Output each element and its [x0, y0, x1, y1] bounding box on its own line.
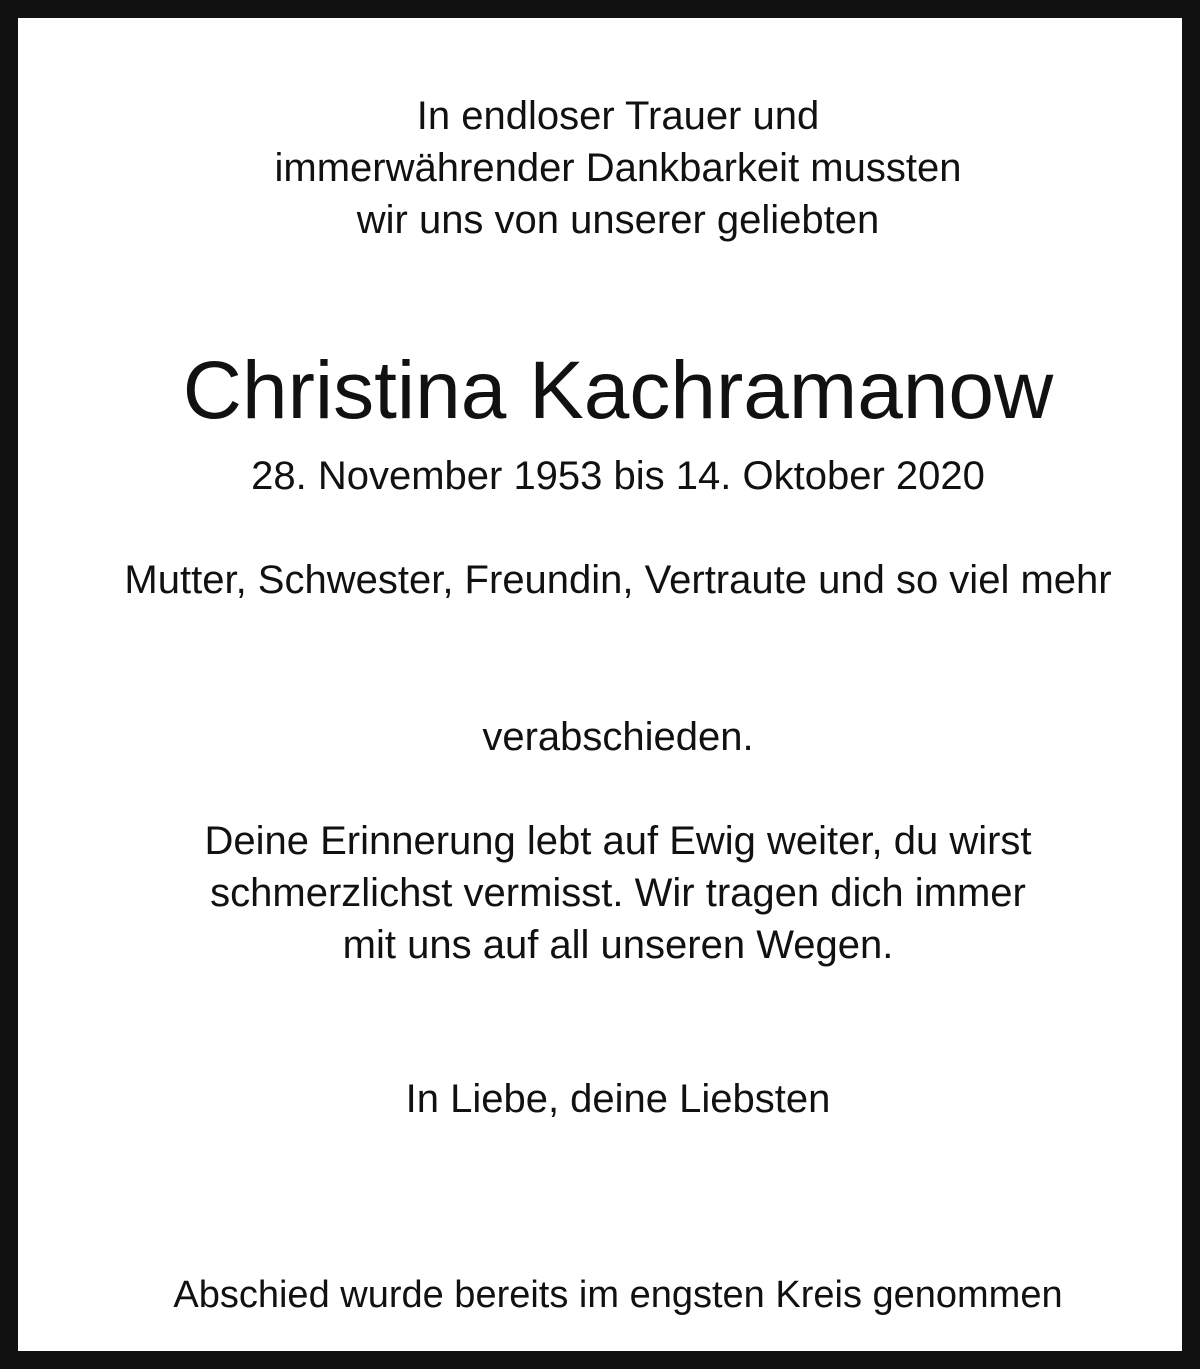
- footer-note: Abschied wurde bereits im engsten Kreis genommen: [173, 1274, 1063, 1316]
- signoff-text: In Liebe, deine Liebsten: [405, 1077, 831, 1121]
- intro-line-2: immerwährender Dankbarkeit mussten: [274, 146, 962, 190]
- relationship-roles: Mutter, Schwester, Freundin, Vertraute und so viel mehr: [124, 558, 1112, 602]
- memory-text: [18, 815, 1200, 971]
- memory-line-2: schmerzlichst vermisst. Wir tragen dich immer: [210, 871, 1026, 915]
- intro-text: [18, 90, 1200, 246]
- memory-line-3: mit uns auf all unseren Wegen.: [342, 923, 894, 967]
- farewell-text: verabschieden.: [482, 715, 754, 759]
- memory-line-1: Deine Erinnerung lebt auf Ewig weiter, du wirst: [204, 819, 1032, 863]
- deceased-name: Christina Kachramanow: [182, 345, 1054, 436]
- intro-line-3: wir uns von unserer geliebten: [356, 198, 880, 242]
- life-dates: 28. November 1953 bis 14. Oktober 2020: [251, 454, 985, 498]
- intro-line-1: In endloser Trauer und: [416, 94, 820, 138]
